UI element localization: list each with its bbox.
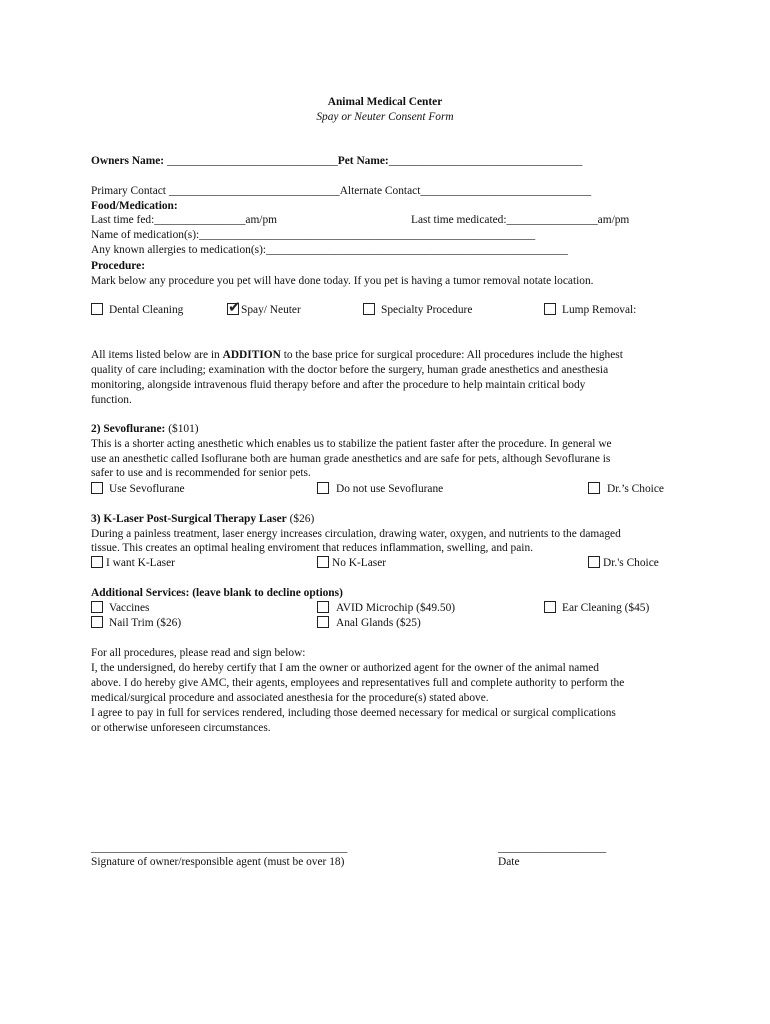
spay-neuter-checkbox[interactable] [227, 298, 241, 316]
no-klaser-checkbox[interactable] [317, 556, 329, 568]
primary-contact-field[interactable]: ______________________________ [168, 185, 340, 197]
klaser-line-2: tissue. This creates an optimal healing enviroment that reduces inflammation, swelling, and pain. [91, 542, 534, 554]
pet-name-field[interactable]: __________________________________ [388, 155, 583, 167]
klaser-dr-choice-label: Dr.'s Choice [603, 557, 659, 569]
procedure-heading: Procedure: [91, 260, 145, 272]
vaccines-checkbox[interactable] [91, 601, 103, 613]
form-subtitle: Spay or Neuter Consent Form [316, 111, 454, 123]
sevoflurane-dr-choice-label: Dr.’s Choice [607, 483, 664, 495]
signature-label: Signature of owner/responsible agent (must be over 18) [91, 856, 345, 868]
last-fed-row [91, 213, 277, 228]
nail-trim-label: Nail Trim ($26) [109, 617, 182, 629]
consent-line-4: medical/surgical procedure and associated anesthesia for the procedure(s) stated above. [91, 692, 489, 704]
owner-pet-row [91, 154, 582, 169]
last-fed-label: Last time fed: [91, 214, 155, 226]
specialty-procedure-label: Specialty Procedure [381, 304, 473, 316]
sevoflurane-title: 2) Sevoflurane: [91, 423, 166, 435]
spay-neuter-label: Spay/ Neuter [241, 304, 301, 316]
specialty-procedure-checkbox[interactable] [363, 303, 375, 315]
addition-line-2: quality of care including; examination with the doctor before the surgery, human grade anesthetics and anesthesia [91, 364, 609, 376]
owners-name-label: Owners Name: [91, 155, 165, 167]
sevoflurane-dr-choice-checkbox[interactable] [588, 482, 600, 494]
signature-field[interactable]: _____________________________________________ [91, 842, 348, 854]
use-sevoflurane-checkbox[interactable] [91, 482, 103, 494]
sevoflurane-line-3: safer to use and is recommended for senior pets. [91, 467, 311, 479]
consent-line-6: or otherwise unforeseen circumstances. [91, 722, 271, 734]
addition-emphasis: ADDITION [222, 349, 281, 361]
last-medicated-unit: am/pm [597, 214, 630, 226]
addition-line-3: monitoring, alongside intravenous fluid therapy before and after the procedure to help maintain critical body [91, 379, 586, 391]
last-fed-field[interactable]: ________________ [154, 214, 246, 226]
addition-pre: All items listed below are in [91, 349, 223, 361]
microchip-label: AVID Microchip ($49.50) [336, 602, 456, 614]
sevoflurane-line-1: This is a shorter acting anesthetic which enables us to stabilize the patient faster after the procedure. In general we [91, 438, 612, 450]
pet-name-label: Pet Name: [337, 155, 389, 167]
klaser-dr-choice-checkbox[interactable] [588, 556, 600, 568]
consent-line-1: For all procedures, please read and sign below: [91, 647, 306, 659]
want-klaser-label: I want K-Laser [106, 557, 175, 569]
ear-cleaning-label: Ear Cleaning ($45) [562, 602, 650, 614]
last-medicated-field[interactable]: ________________ [506, 214, 598, 226]
anal-glands-checkbox[interactable] [317, 616, 329, 628]
ear-cleaning-checkbox[interactable] [544, 601, 556, 613]
last-fed-unit: am/pm [245, 214, 278, 226]
addition-post: to the base price for surgical procedure: All procedures include the highest [280, 349, 623, 361]
checkmark-icon: ✔ [228, 298, 241, 316]
owners-name-field[interactable]: ______________________________ [166, 155, 338, 167]
alternate-contact-label: Alternate Contact [339, 185, 421, 197]
sevoflurane-price: ($101) [165, 423, 199, 435]
lump-removal-label: Lump Removal: [562, 304, 637, 316]
dental-cleaning-checkbox[interactable] [91, 303, 103, 315]
primary-contact-label: Primary Contact [91, 185, 166, 197]
microchip-checkbox[interactable] [317, 601, 329, 613]
addition-line-1 [91, 348, 623, 363]
anal-glands-label: Anal Glands ($25) [336, 617, 421, 629]
klaser-line-1: During a painless treatment, laser energy increases circulation, drawing water, oxygen, and nutrients to the damaged [91, 528, 621, 540]
form-title: Animal Medical Center [327, 96, 443, 108]
last-medicated-row [411, 213, 629, 228]
use-sevoflurane-label: Use Sevoflurane [109, 483, 185, 495]
no-sevoflurane-label: Do not use Sevoflurane [336, 483, 444, 495]
date-field[interactable]: ___________________ [498, 842, 607, 854]
alternate-contact-field[interactable]: ______________________________ [420, 185, 592, 197]
last-medicated-label: Last time medicated: [411, 214, 507, 226]
klaser-price: ($26) [286, 513, 315, 525]
klaser-title: 3) K-Laser Post-Surgical Therapy Laser [91, 513, 287, 525]
consent-line-2: I, the undersigned, do hereby certify that I am the owner or authorized agent for the owner of the animal named [91, 662, 599, 674]
medication-name-field[interactable]: Name of medication(s):___________________________________________________________ [91, 229, 536, 241]
date-label: Date [498, 856, 520, 868]
vaccines-label: Vaccines [109, 602, 150, 614]
additional-services-heading: Additional Services: (leave blank to decline options) [91, 587, 343, 599]
nail-trim-checkbox[interactable] [91, 616, 103, 628]
want-klaser-checkbox[interactable] [91, 556, 103, 568]
klaser-heading [91, 512, 314, 527]
allergies-field[interactable]: Any known allergies to medication(s):_____________________________________________________ [91, 244, 568, 256]
lump-removal-checkbox[interactable] [544, 303, 556, 315]
no-klaser-label: No K-Laser [332, 557, 387, 569]
food-medication-heading: Food/Medication: [91, 200, 178, 212]
sevoflurane-heading [91, 422, 199, 437]
consent-line-3: above. I do hereby give AMC, their agents, employees and representatives full and complete authority to perform the [91, 677, 625, 689]
no-sevoflurane-checkbox[interactable] [317, 482, 329, 494]
sevoflurane-line-2: use an anesthetic called Isoflurane both are human grade anesthetics and are safe for pets, although Sevoflurane is [91, 453, 611, 465]
consent-line-5: I agree to pay in full for services rendered, including those deemed necessary for medical or surgical complications [91, 707, 616, 719]
dental-cleaning-label: Dental Cleaning [109, 304, 184, 316]
addition-line-4: function. [91, 394, 132, 406]
procedure-instruction: Mark below any procedure you pet will have done today. If you pet is having a tumor removal notate location. [91, 275, 594, 287]
contact-row [91, 184, 591, 199]
